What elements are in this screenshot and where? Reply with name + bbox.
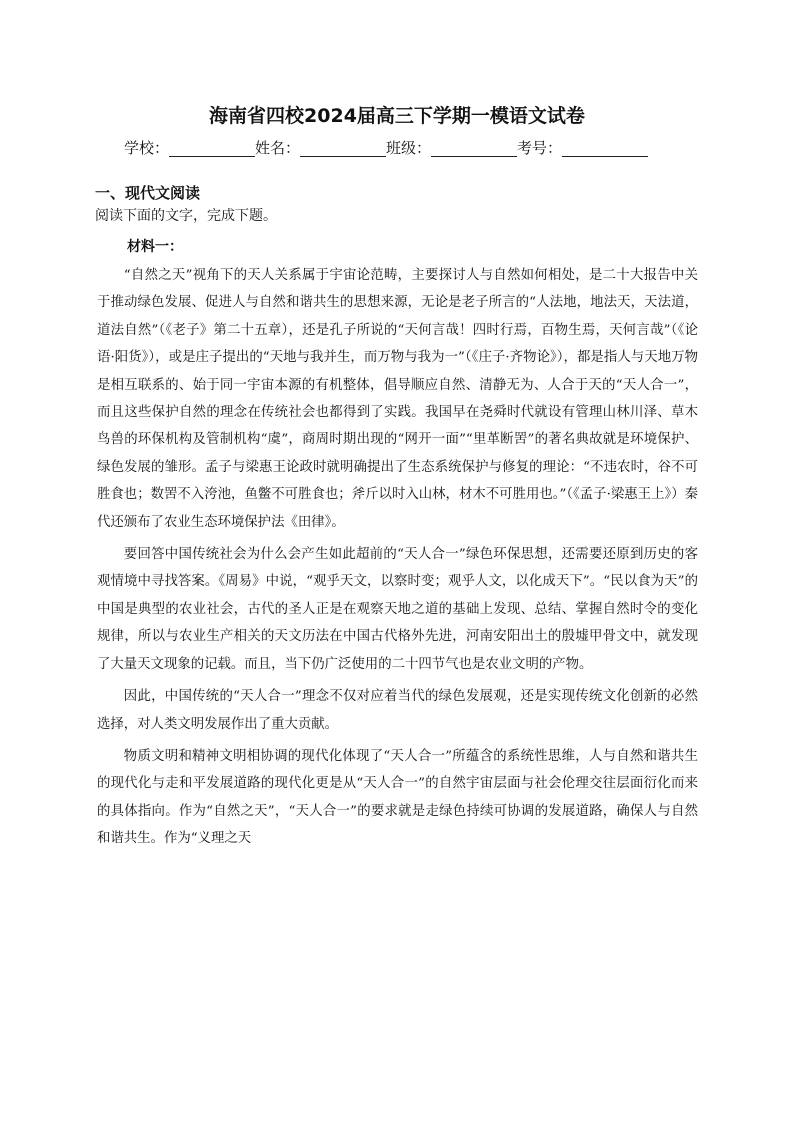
section-heading: 一、现代文阅读 (95, 184, 201, 202)
name-blank[interactable] (300, 142, 386, 157)
name-field (255, 137, 386, 158)
instruction-text: 阅读下面的文字，完成下题。 (95, 208, 277, 224)
class-label: 班级： (386, 139, 432, 157)
student-info-row (124, 137, 684, 158)
exam-number-field (517, 137, 648, 158)
school-label: 学校： (124, 139, 170, 157)
name-label: 姓名： (255, 139, 301, 157)
document-title: 海南省四校2024届高三下学期一模语文试卷 (209, 105, 585, 127)
passage-paragraph: 物质文明和精神文明相协调的现代化体现了“天人合一”所蕴含的系统性思维，人与自然和谐共生的现代化与走和平发展道路的现代化更是从“天人合一”的自然宇宙层面与社会伦理交往层面衍化而来的具体指向。作为“自然之天”，“天人合一”的要求就是走绿色持续可协调的发展道路，确保人与自然和谐共生。作为“义理之天 (97, 748, 698, 847)
passage-body (97, 262, 698, 853)
passage-paragraph: 要回答中国传统社会为什么会产生如此超前的“天人合一”绿色环保思想，还需要还原到历史的客观情境中寻找答案。《周易》中说，“观乎天文，以察时变；观乎人文，以化成天下”。“民以食为天”的中国是典型的农业社会，古代的圣人正是在观察天地之道的基础上发现、总结、掌握自然时令的变化规律，所以与农业生产相关的天文历法在中国古代格外先进，河南安阳出土的殷墟甲骨文中，就发现了大量天文现象的记载。而且，当下仍广泛使用的二十四节气也是农业文明的产物。 (97, 547, 698, 672)
passage-paragraph: 因此，中国传统的“天人合一”理念不仅对应着当代的绿色发展观，还是实现传统文化创新的必然选择，对人类文明发展作出了重大贡献。 (97, 689, 698, 732)
exam-number-label: 考号： (517, 139, 563, 157)
school-blank[interactable] (169, 142, 255, 157)
passage-paragraph: “自然之天”视角下的天人关系属于宇宙论范畴，主要探讨人与自然如何相处，是二十大报告中关于推动绿色发展、促进人与自然和谐共生的思想来源，无论是老子所言的“人法地，地法天，天法道，道法自然”（《老子》第二十五章），还是孔子所说的“天何言哉！四时行焉，百物生焉，天何言哉”（《论语·阳货》），或是庄子提出的“天地与我并生，而万物与我为一”（《庄子·齐物论》），都是指人与天地万物是相互联系的、始于同一宇宙本源的有机整体，倡导顺应自然、清静无为、人合于天的“天人合一”，而且这些保护自然的理念在传统社会也都得到了实践。我国早在尧舜时代就设有管理山林川泽、草木鸟兽的环保机构及管制机构“虞”，商周时期出现的“网开一面”“里革断罟”的著名典故就是环境保护、绿色发展的雏形。孟子与梁惠王论政时就明确提出了生态系统保护与修复的理论：“不违农时，谷不可胜食也；数罟不入洿池，鱼鳖不可胜食也；斧斤以时入山林，材木不可胜用也。”（《孟子·梁惠王上》）秦代还颁布了农业生态环境保护法《田律》。 (97, 268, 698, 530)
exam-number-blank[interactable] (562, 142, 648, 157)
class-field (386, 137, 517, 158)
school-field (124, 137, 255, 158)
class-blank[interactable] (431, 142, 517, 157)
material-label: 材料一： (127, 239, 183, 255)
